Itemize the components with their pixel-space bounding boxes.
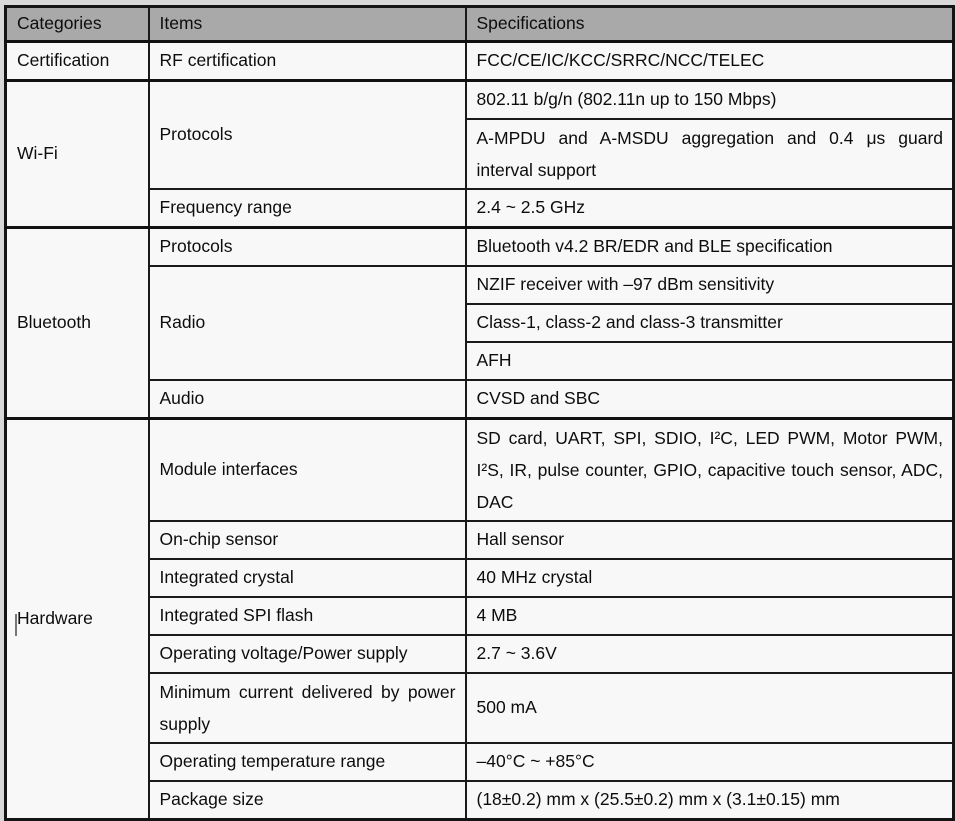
item-cell-spi-flash: Integrated SPI flash — [149, 597, 466, 635]
table-row — [6, 42, 954, 81]
table-row — [6, 597, 954, 635]
table-row — [6, 81, 954, 120]
column-header-items: Items — [149, 7, 466, 42]
category-cell-bluetooth: Bluetooth — [6, 228, 149, 419]
spec-cell-onchip-sensor: Hall sensor — [466, 521, 954, 559]
item-cell-rf-certification: RF certification — [149, 42, 466, 81]
item-cell-minimum-current: Minimum current delivered by power supply — [149, 673, 466, 743]
spec-cell-module-interfaces: SD card, UART, SPI, SDIO, I²C, LED PWM, Motor PWM, I²S, IR, pulse counter, GPIO, capacitive touch sensor, ADC, DAC — [466, 419, 954, 522]
item-cell-module-interfaces: Module interfaces — [149, 419, 466, 522]
item-cell-frequency-range: Frequency range — [149, 189, 466, 228]
spec-cell-bt-afh: AFH — [466, 342, 954, 380]
table-row — [6, 189, 954, 228]
scan-artifact-mark — [15, 614, 17, 636]
item-cell-integrated-crystal: Integrated crystal — [149, 559, 466, 597]
item-cell-bt-protocols: Protocols — [149, 228, 466, 267]
table-row — [6, 673, 954, 743]
item-cell-operating-voltage: Operating voltage/Power supply — [149, 635, 466, 673]
spec-cell-integrated-crystal: 40 MHz crystal — [466, 559, 954, 597]
table-row — [6, 228, 954, 267]
spec-cell-bt-audio: CVSD and SBC — [466, 380, 954, 419]
table-row — [6, 380, 954, 419]
spec-cell-bt-nzif: NZIF receiver with –97 dBm sensitivity — [466, 266, 954, 304]
spec-cell-operating-voltage: 2.7 ~ 3.6V — [466, 635, 954, 673]
table-row — [6, 635, 954, 673]
table-row — [6, 419, 954, 522]
table-row — [6, 781, 954, 820]
category-cell-certification: Certification — [6, 42, 149, 81]
header-row — [6, 7, 954, 42]
item-cell-package-size: Package size — [149, 781, 466, 820]
item-cell-wifi-protocols: Protocols — [149, 81, 466, 190]
item-cell-onchip-sensor: On-chip sensor — [149, 521, 466, 559]
spec-cell-spi-flash: 4 MB — [466, 597, 954, 635]
spec-cell-operating-temperature: –40°C ~ +85°C — [466, 743, 954, 781]
item-cell-operating-temperature: Operating temperature range — [149, 743, 466, 781]
spec-cell-package-size: (18±0.2) mm x (25.5±0.2) mm x (3.1±0.15) mm — [466, 781, 954, 820]
spec-cell-bt-protocols: Bluetooth v4.2 BR/EDR and BLE specification — [466, 228, 954, 267]
spec-cell-frequency-range: 2.4 ~ 2.5 GHz — [466, 189, 954, 228]
spec-cell-rf-certification: FCC/CE/IC/KCC/SRRC/NCC/TELEC — [466, 42, 954, 81]
column-header-specifications: Specifications — [466, 7, 954, 42]
category-cell-hardware: Hardware — [6, 419, 149, 820]
table-row — [6, 521, 954, 559]
spec-cell-wifi-ampdu: A-MPDU and A-MSDU aggregation and 0.4 μs guard interval support — [466, 119, 954, 189]
spec-cell-wifi-80211: 802.11 b/g/n (802.11n up to 150 Mbps) — [466, 81, 954, 120]
spec-cell-bt-class: Class-1, class-2 and class-3 transmitter — [466, 304, 954, 342]
spec-table — [4, 5, 955, 821]
table-row — [6, 559, 954, 597]
item-cell-bt-audio: Audio — [149, 380, 466, 419]
spec-cell-minimum-current: 500 mA — [466, 673, 954, 743]
table-row — [6, 266, 954, 304]
column-header-categories: Categories — [6, 7, 149, 42]
category-cell-wifi: Wi-Fi — [6, 81, 149, 228]
table-row — [6, 743, 954, 781]
item-cell-bt-radio: Radio — [149, 266, 466, 380]
